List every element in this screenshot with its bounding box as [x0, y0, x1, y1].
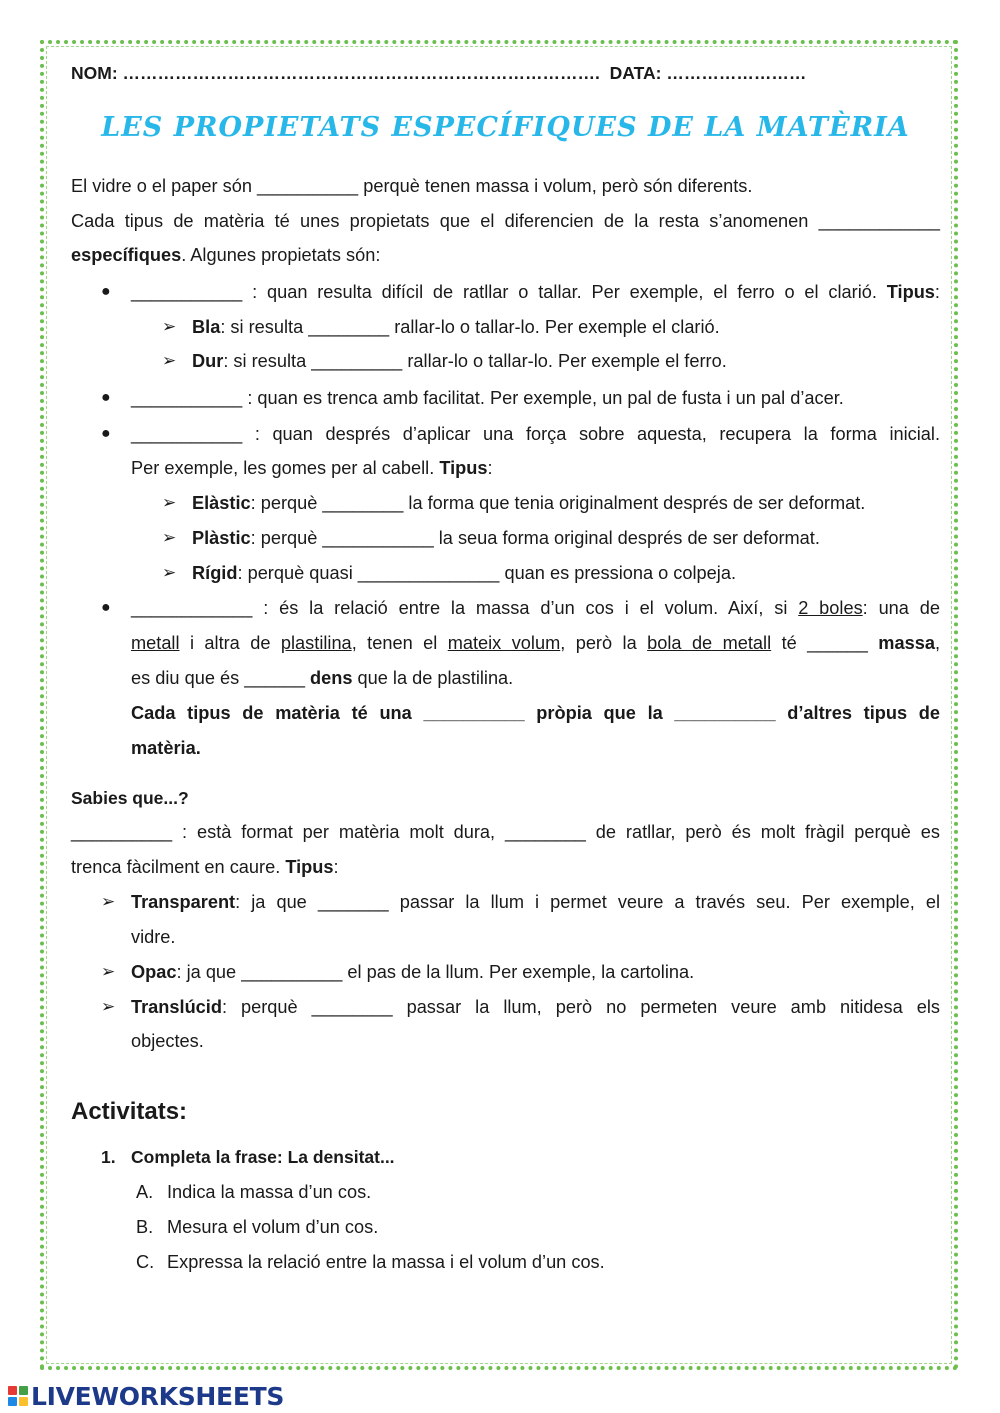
bullet-icon: ● — [101, 425, 111, 442]
duresa-sub-1 — [192, 315, 932, 339]
densitat-l1-a: ____________ : és la relació entre la massa d’un cos i el volum. Així, si — [131, 598, 788, 618]
translucid-line — [131, 995, 940, 1019]
option-c[interactable]: Expressa la relació entre la massa i el volum d’un cos. — [167, 1252, 605, 1272]
densitat-l2-u1: metall — [131, 633, 180, 653]
densitat-l1-underlined: 2 boles — [798, 598, 863, 618]
bullet-icon: ● — [101, 283, 111, 300]
elasticitat-sub-3-text: : perquè quasi ______________ quan es pressiona o colpeja. — [237, 563, 736, 583]
duresa-sub-1-term: Bla — [192, 317, 221, 337]
sabies-colon: : — [333, 857, 339, 877]
densitat-line-1 — [131, 596, 940, 620]
logo-text: LIVEWORKSHEETS — [31, 1381, 285, 1411]
fragilitat-line: ___________ : quan es trenca amb facilitat. Per exemple, un pal de fusta i un pal d’acer. — [131, 388, 844, 408]
name-date-row — [71, 61, 940, 85]
elasticitat-tipus: Tipus — [439, 458, 488, 478]
densitat-l2-a: i altra de — [189, 633, 271, 653]
opac-line — [131, 960, 940, 984]
densitat-line-2 — [131, 631, 940, 655]
intro-line-3 — [71, 243, 940, 267]
duresa-line — [131, 280, 940, 304]
densitat-bold-line-1: Cada tipus de matèria té una __________ pròpia que la __________ d’altres tipus de — [131, 703, 940, 723]
transparent-cont: vidre. — [131, 927, 176, 947]
logo-square — [8, 1386, 17, 1395]
densitat-l3-b: que la de plastilina. — [357, 668, 514, 688]
elasticitat-colon: : — [487, 458, 493, 478]
duresa-colon: : — [934, 282, 940, 302]
densitat-l2-c: , però la — [560, 633, 637, 653]
densitat-l2-u2: plastilina — [280, 633, 352, 653]
question-text: Completa la frase: La densitat... — [131, 1147, 395, 1167]
arrow-bullet-icon: ➢ — [162, 317, 177, 336]
logo-square — [19, 1397, 28, 1406]
duresa-sub-2 — [192, 349, 932, 373]
duresa-tipus: Tipus — [886, 282, 935, 302]
transparent-term: Transparent — [131, 892, 236, 912]
arrow-bullet-icon: ➢ — [162, 493, 177, 512]
logo-square — [19, 1386, 28, 1395]
date-field[interactable]: DATA: …………………… — [609, 63, 807, 83]
elasticitat-sub-3-term: Rígid — [192, 563, 238, 583]
logo-grid-icon — [8, 1386, 28, 1406]
duresa-sub-2-term: Dur — [192, 351, 224, 371]
transparent-text: : ja que _______ passar la llum i permet veure a través seu. Per exemple, el — [235, 892, 940, 912]
bullet-icon: ● — [101, 599, 111, 616]
page-title: LES PROPIETATS ESPECÍFIQUES DE LA MATÈRIA — [101, 112, 910, 143]
densitat-l2-u4: bola de metall — [647, 633, 772, 653]
option-letter-a: A. — [136, 1182, 154, 1202]
densitat-l2-b: , tenen el — [351, 633, 438, 653]
duresa-text: ___________ : quan resulta difícil de ratllar o tallar. Per exemple, el ferro o el clarió. — [131, 282, 877, 302]
densitat-bold-line-2: matèria. — [131, 738, 201, 758]
liveworksheets-logo[interactable] — [8, 1381, 284, 1411]
densitat-l2-bold: massa — [878, 633, 935, 653]
densitat-line-3 — [131, 666, 940, 690]
sabies-heading: Sabies que...? — [71, 788, 189, 808]
elasticitat-line-2 — [131, 456, 940, 480]
elasticitat-sub-2-term: Plàstic — [192, 528, 251, 548]
opac-text: : ja que __________ el pas de la llum. Per exemple, la cartolina. — [176, 962, 695, 982]
sabies-line-1: __________ : està format per matèria molt dura, ________ de ratllar, però és molt fràgil perquè es — [71, 822, 940, 842]
activitats-heading: Activitats: — [71, 1098, 188, 1125]
intro-line-2: Cada tipus de matèria té unes propietats que el diferencien de la resta s’anomenen ____________ — [71, 211, 940, 231]
arrow-bullet-icon: ➢ — [101, 892, 116, 911]
intro-bold-term: específiques — [71, 245, 182, 265]
elasticitat-sub-1 — [192, 491, 942, 515]
translucid-cont: objectes. — [131, 1031, 204, 1051]
densitat-l2-d: té ______ — [781, 633, 868, 653]
arrow-bullet-icon: ➢ — [101, 962, 116, 981]
name-field[interactable]: NOM: ………………………………………………………………………. — [71, 63, 600, 83]
question-number: 1. — [101, 1147, 116, 1167]
intro-line-1: El vidre o el paper són __________ perquè tenen massa i volum, però són diferents. — [71, 176, 753, 196]
option-a[interactable]: Indica la massa d’un cos. — [167, 1182, 372, 1202]
arrow-bullet-icon: ➢ — [162, 351, 177, 370]
arrow-bullet-icon: ➢ — [101, 997, 116, 1016]
option-b[interactable]: Mesura el volum d’un cos. — [167, 1217, 379, 1237]
bullet-icon: ● — [101, 389, 111, 406]
intro-line-3-text: . Algunes propietats són: — [181, 245, 381, 265]
densitat-l3-a: es diu que és ______ — [131, 668, 305, 688]
densitat-l2-e: , — [934, 633, 940, 653]
elasticitat-sub-1-text: : perquè ________ la forma que tenia originalment després de ser deformat. — [250, 493, 866, 513]
densitat-l2-u3: mateix volum — [447, 633, 561, 653]
opac-term: Opac — [131, 962, 177, 982]
elasticitat-sub-2-text: : perquè ___________ la seua forma original després de ser deformat. — [250, 528, 820, 548]
densitat-l3-bold: dens — [310, 668, 353, 688]
translucid-term: Translúcid — [131, 997, 222, 1017]
elasticitat-line-2-text: Per exemple, les gomes per al cabell. — [131, 458, 435, 478]
elasticitat-sub-2 — [192, 526, 932, 550]
transparent-line — [131, 890, 940, 914]
elasticitat-line-1: ___________ : quan després d’aplicar una força sobre aquesta, recupera la forma inicial. — [131, 424, 940, 444]
duresa-sub-1-text: : si resulta ________ rallar-lo o tallar-lo. Per exemple el clarió. — [220, 317, 720, 337]
logo-square — [8, 1397, 17, 1406]
arrow-bullet-icon: ➢ — [162, 528, 177, 547]
sabies-line-2-text: trenca fàcilment en caure. — [71, 857, 281, 877]
option-letter-c: C. — [136, 1252, 155, 1272]
arrow-bullet-icon: ➢ — [162, 563, 177, 582]
sabies-tipus: Tipus — [285, 857, 334, 877]
elasticitat-sub-1-term: Elàstic — [192, 493, 251, 513]
sabies-line-2 — [71, 855, 940, 879]
option-letter-b: B. — [136, 1217, 154, 1237]
duresa-sub-2-text: : si resulta _________ rallar-lo o tallar-lo. Per exemple el ferro. — [223, 351, 727, 371]
densitat-l1-b: : una de — [862, 598, 940, 618]
elasticitat-sub-3 — [192, 561, 932, 585]
translucid-text: : perquè ________ passar la llum, però no permeten veure amb nitidesa els — [221, 997, 940, 1017]
